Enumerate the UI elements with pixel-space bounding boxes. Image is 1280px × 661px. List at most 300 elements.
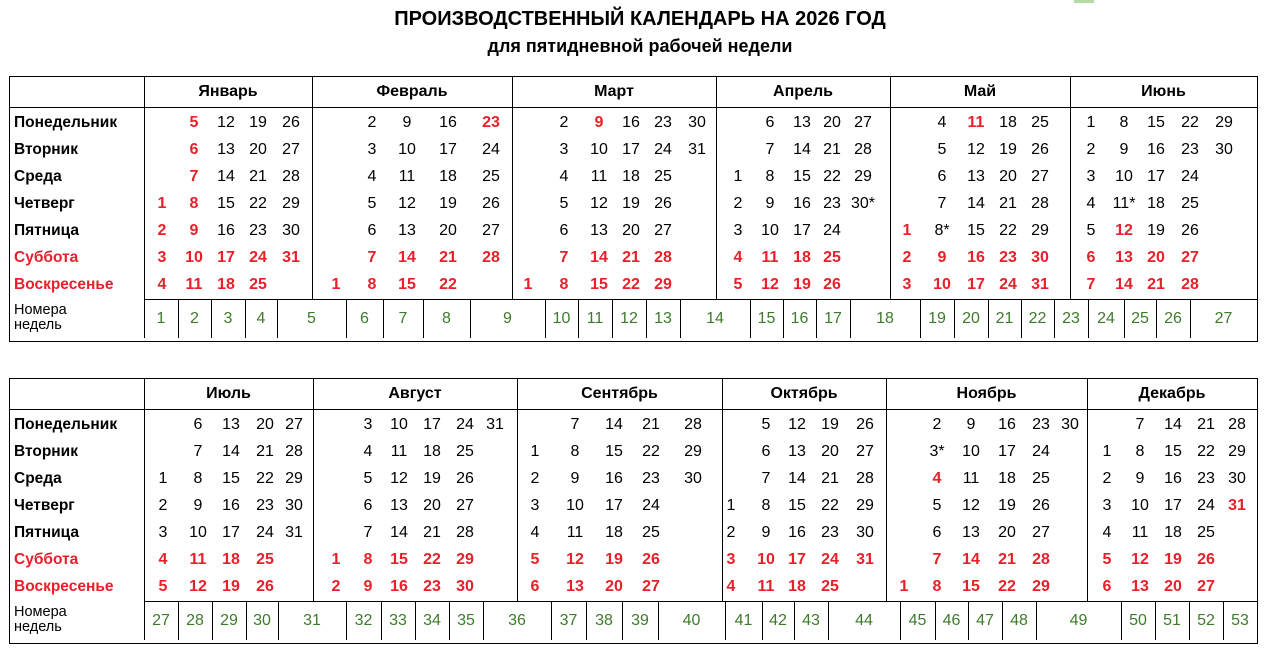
day-number: 25 — [821, 578, 839, 595]
week-cell-separator — [1124, 300, 1125, 338]
day-number: 6 — [932, 524, 942, 541]
day-number: 16 — [1164, 470, 1182, 487]
day-number: 10 — [566, 497, 584, 514]
day-number: 15 — [222, 470, 240, 487]
week-number: 35 — [457, 612, 475, 629]
day-number: 30 — [856, 524, 874, 541]
day-number: 26 — [1181, 222, 1199, 239]
week-number: 9 — [503, 310, 512, 327]
week-number: 23 — [1062, 310, 1080, 327]
day-number: 14 — [390, 524, 408, 541]
day-number: 27 — [285, 416, 303, 433]
day-number: 25 — [256, 551, 274, 568]
day-number: 26 — [282, 114, 300, 131]
day-number: 3 — [158, 524, 168, 541]
day-number: 14 — [793, 141, 811, 158]
week-cell-separator — [415, 602, 416, 640]
day-number: 22 — [821, 497, 839, 514]
day-number: 25 — [482, 168, 500, 185]
day-number: 20 — [622, 222, 640, 239]
day-number: 24 — [456, 416, 474, 433]
day-number: 28 — [456, 524, 474, 541]
day-number: 6 — [367, 222, 377, 239]
week-number: 4 — [256, 310, 266, 327]
day-number: 25 — [456, 443, 474, 460]
day-number: 17 — [1164, 497, 1182, 514]
day-number: 25 — [1197, 524, 1215, 541]
weekday-label: Понедельник — [14, 416, 118, 433]
day-number: 17 — [998, 443, 1016, 460]
day-number: 2 — [331, 578, 341, 595]
day-number: 8 — [932, 578, 942, 595]
day-number: 16 — [793, 195, 811, 212]
day-number: 17 — [622, 141, 640, 158]
week-number: 47 — [976, 612, 994, 629]
day-number: 12 — [566, 551, 584, 568]
day-number: 14 — [962, 551, 980, 568]
week-cell-separator — [1189, 602, 1190, 640]
day-number: 6 — [937, 168, 947, 185]
day-number: 31 — [856, 551, 874, 568]
day-number: 10 — [185, 249, 203, 266]
day-number: 23 — [423, 578, 441, 595]
day-number: 19 — [439, 195, 457, 212]
week-cell-separator — [1156, 300, 1157, 338]
day-number: 9 — [193, 497, 203, 514]
column-separator — [1087, 379, 1088, 601]
day-number: 29 — [1215, 114, 1233, 131]
day-number: 9 — [1119, 141, 1129, 158]
day-number: 11 — [761, 249, 779, 266]
day-number: 9 — [189, 222, 199, 239]
week-cell-separator — [346, 602, 347, 640]
day-number: 12 — [390, 470, 408, 487]
day-number: 8* — [934, 222, 950, 239]
day-number: 31 — [282, 249, 300, 266]
day-number: 25 — [1032, 470, 1050, 487]
week-cell-separator — [346, 300, 347, 338]
day-number: 17 — [1147, 168, 1165, 185]
day-number: 17 — [605, 497, 623, 514]
week-number: 8 — [442, 310, 451, 327]
day-number: 10 — [189, 524, 207, 541]
day-number: 2 — [367, 114, 377, 131]
weekday-label: Вторник — [14, 141, 78, 158]
day-number: 16 — [390, 578, 408, 595]
day-number: 28 — [285, 443, 303, 460]
day-number: 23 — [999, 249, 1017, 266]
day-number: 8 — [1119, 114, 1129, 131]
day-number: 27 — [642, 578, 660, 595]
week-cell-separator — [545, 300, 546, 338]
day-number: 12 — [1115, 222, 1133, 239]
day-number: 22 — [1181, 114, 1199, 131]
day-number: 29 — [654, 276, 672, 293]
column-separator — [716, 77, 717, 299]
week-numbers-label-line-1: Номера — [14, 604, 67, 620]
day-number: 30 — [1228, 470, 1246, 487]
day-number: 28 — [856, 470, 874, 487]
day-number: 30 — [285, 497, 303, 514]
week-number: 52 — [1197, 612, 1215, 629]
day-number: 27 — [856, 443, 874, 460]
day-number: 3 — [559, 141, 569, 158]
week-cell-separator — [1155, 602, 1156, 640]
day-number: 6 — [559, 222, 569, 239]
day-number: 11 — [590, 168, 608, 185]
day-number: 9 — [402, 114, 412, 131]
week-cell-separator — [968, 602, 969, 640]
day-number: 13 — [222, 416, 240, 433]
day-number: 14 — [788, 470, 806, 487]
week-number: 20 — [962, 310, 980, 327]
day-number: 21 — [1197, 416, 1215, 433]
day-number: 18 — [222, 551, 240, 568]
week-cell-separator — [178, 602, 179, 640]
day-number: 24 — [256, 524, 274, 541]
day-number: 28 — [684, 416, 702, 433]
day-number: 11 — [390, 443, 408, 460]
day-number: 30 — [1215, 141, 1233, 158]
day-number: 8 — [367, 276, 377, 293]
day-number: 20 — [1147, 249, 1165, 266]
week-cell-separator — [658, 602, 659, 640]
week-cell-separator — [578, 300, 579, 338]
day-number: 26 — [482, 195, 500, 212]
week-number: 31 — [303, 612, 321, 629]
day-number: 8 — [363, 551, 373, 568]
week-cell-separator — [850, 300, 851, 338]
week-number: 44 — [855, 612, 873, 629]
week-number: 27 — [1214, 310, 1233, 327]
week-cell-separator — [246, 602, 247, 640]
day-number: 19 — [222, 578, 240, 595]
day-number: 16 — [998, 416, 1016, 433]
weekday-label: Четверг — [14, 195, 75, 212]
day-number: 3 — [157, 249, 167, 266]
day-number: 26 — [256, 578, 274, 595]
week-cell-separator — [920, 300, 921, 338]
day-number: 5 — [1102, 551, 1112, 568]
week-cell-separator — [144, 602, 145, 640]
week-cell-separator — [828, 602, 829, 640]
day-number: 15 — [1164, 443, 1182, 460]
day-number: 24 — [654, 141, 672, 158]
day-number: 20 — [249, 141, 267, 158]
column-separator — [144, 379, 145, 601]
week-cell-separator — [725, 602, 726, 640]
day-number: 26 — [1032, 497, 1050, 514]
day-number: 17 — [423, 416, 441, 433]
day-number: 24 — [1032, 443, 1050, 460]
week-number: 21 — [995, 310, 1014, 327]
day-number: 21 — [999, 195, 1017, 212]
week-number: 51 — [1163, 612, 1181, 629]
day-number: 2 — [559, 114, 569, 131]
day-number: 3 — [902, 276, 912, 293]
week-cell-separator — [622, 602, 623, 640]
week-number: 45 — [908, 612, 927, 629]
day-number: 10 — [761, 222, 779, 239]
day-number: 28 — [282, 168, 300, 185]
week-number: 17 — [824, 310, 842, 327]
day-number: 7 — [1086, 276, 1096, 293]
week-cell-separator — [783, 300, 784, 338]
week-cell-separator — [211, 300, 212, 338]
week-cell-separator — [1021, 300, 1022, 338]
day-number: 3 — [1102, 497, 1112, 514]
day-number: 20 — [605, 578, 623, 595]
week-cell-separator — [988, 300, 989, 338]
day-number: 15 — [590, 276, 608, 293]
day-number: 7 — [363, 524, 373, 541]
day-number: 19 — [998, 497, 1016, 514]
day-number: 13 — [788, 443, 806, 460]
day-number: 2 — [726, 524, 736, 541]
day-number: 22 — [249, 195, 267, 212]
day-number: 26 — [642, 551, 660, 568]
day-number: 23 — [1181, 141, 1199, 158]
day-number: 11 — [398, 168, 416, 185]
day-number: 28 — [654, 249, 672, 266]
day-number: 5 — [932, 497, 942, 514]
day-number: 26 — [1197, 551, 1215, 568]
week-number: 14 — [706, 310, 724, 327]
day-number: 1 — [733, 168, 743, 185]
week-cell-separator — [1190, 300, 1191, 338]
day-number: 26 — [856, 416, 874, 433]
day-number: 2 — [530, 470, 540, 487]
day-number: 15 — [788, 497, 806, 514]
day-number: 9 — [1135, 470, 1145, 487]
week-cell-separator — [935, 602, 936, 640]
day-number: 25 — [1181, 195, 1199, 212]
day-number: 17 — [217, 249, 235, 266]
day-number: 4 — [937, 114, 947, 131]
day-number: 11* — [1112, 195, 1136, 212]
day-number: 13 — [217, 141, 235, 158]
weekday-label: Суббота — [14, 249, 79, 266]
day-number: 21 — [823, 141, 841, 158]
day-number: 18 — [622, 168, 640, 185]
day-number: 5 — [559, 195, 569, 212]
day-number: 11 — [189, 551, 207, 568]
day-number: 5 — [189, 114, 199, 131]
day-number: 3 — [363, 416, 373, 433]
day-number: 13 — [398, 222, 416, 239]
day-number: 27 — [854, 114, 872, 131]
column-separator — [1070, 77, 1071, 299]
day-number: 17 — [439, 141, 457, 158]
day-number: 13 — [1131, 578, 1149, 595]
day-number: 15 — [390, 551, 408, 568]
day-number: 1 — [902, 222, 912, 239]
day-number: 29 — [1031, 222, 1049, 239]
day-number: 10 — [1131, 497, 1149, 514]
day-number: 26 — [823, 276, 841, 293]
day-number: 2 — [902, 249, 912, 266]
week-number: 40 — [682, 612, 701, 629]
day-number: 28 — [1181, 276, 1199, 293]
day-number: 12 — [217, 114, 235, 131]
day-number: 13 — [590, 222, 608, 239]
day-number: 7 — [559, 249, 569, 266]
day-number: 29 — [684, 443, 702, 460]
weekday-label: Среда — [14, 470, 62, 487]
day-number: 4 — [932, 470, 942, 487]
week-number: 10 — [552, 310, 571, 327]
day-number: 13 — [793, 114, 811, 131]
week-cell-separator — [954, 300, 955, 338]
month-name: Сентябрь — [581, 385, 658, 402]
day-number: 7 — [193, 443, 203, 460]
day-number: 30* — [850, 195, 876, 212]
day-number: 8 — [1135, 443, 1145, 460]
day-number: 26 — [456, 470, 474, 487]
day-number: 24 — [999, 276, 1017, 293]
week-number: 38 — [595, 612, 613, 629]
column-separator — [886, 379, 887, 601]
day-number: 15 — [1147, 114, 1165, 131]
day-number: 2 — [1086, 141, 1096, 158]
day-number: 22 — [642, 443, 660, 460]
day-number: 21 — [998, 551, 1016, 568]
week-cell-separator — [816, 300, 817, 338]
day-number: 16 — [967, 249, 985, 266]
day-number: 1 — [726, 497, 736, 514]
day-number: 1 — [331, 551, 341, 568]
weekday-label: Понедельник — [14, 114, 118, 131]
day-number: 2 — [157, 222, 167, 239]
day-number: 4 — [733, 249, 743, 266]
month-name: Апрель — [773, 83, 833, 100]
column-separator — [313, 379, 314, 601]
day-number: 21 — [821, 470, 839, 487]
day-number: 12 — [788, 416, 806, 433]
week-cell-separator — [278, 602, 279, 640]
day-number: 23 — [1197, 470, 1215, 487]
day-number: 10 — [398, 141, 416, 158]
week-number: 13 — [654, 310, 672, 327]
week-cell-separator — [612, 300, 613, 338]
week-number: 39 — [631, 612, 649, 629]
week-cell-separator — [1036, 602, 1037, 640]
page-subtitle: для пятидневной рабочей недели — [487, 36, 793, 56]
day-number: 23 — [654, 114, 672, 131]
day-number: 20 — [821, 443, 839, 460]
day-number: 28 — [1032, 551, 1050, 568]
day-number: 20 — [1164, 578, 1182, 595]
day-number: 24 — [823, 222, 841, 239]
week-cell-separator — [1002, 602, 1003, 640]
day-number: 15 — [962, 578, 980, 595]
day-number: 7 — [937, 195, 947, 212]
day-number: 18 — [423, 443, 441, 460]
day-number: 11 — [967, 114, 985, 131]
day-number: 30 — [688, 114, 706, 131]
day-number: 9 — [761, 524, 771, 541]
day-number: 12 — [962, 497, 980, 514]
week-cell-separator — [551, 602, 552, 640]
day-number: 18 — [439, 168, 457, 185]
day-number: 9 — [765, 195, 775, 212]
day-number: 9 — [594, 114, 604, 131]
day-number: 31 — [1031, 276, 1049, 293]
day-number: 22 — [256, 470, 274, 487]
day-number: 4 — [157, 276, 167, 293]
day-number: 23 — [821, 524, 839, 541]
day-number: 8 — [570, 443, 580, 460]
day-number: 1 — [530, 443, 540, 460]
day-number: 13 — [390, 497, 408, 514]
day-number: 5 — [761, 416, 771, 433]
day-number: 19 — [821, 416, 839, 433]
day-number: 28 — [482, 249, 500, 266]
day-number: 27 — [654, 222, 672, 239]
week-number: 5 — [307, 310, 316, 327]
day-number: 30 — [1061, 416, 1079, 433]
week-number: 48 — [1010, 612, 1028, 629]
week-number: 50 — [1129, 612, 1147, 629]
day-number: 4 — [726, 578, 736, 595]
week-number: 32 — [354, 612, 373, 629]
day-number: 16 — [217, 222, 235, 239]
day-number: 10 — [757, 551, 775, 568]
week-number: 25 — [1131, 310, 1149, 327]
week-number: 3 — [223, 310, 233, 327]
day-number: 18 — [605, 524, 623, 541]
day-number: 25 — [654, 168, 672, 185]
day-number: 20 — [823, 114, 841, 131]
day-number: 24 — [821, 551, 839, 568]
column-separator — [312, 77, 313, 299]
day-number: 23 — [249, 222, 267, 239]
day-number: 21 — [1147, 276, 1165, 293]
day-number: 3 — [726, 551, 736, 568]
week-cell-separator — [245, 300, 246, 338]
day-number: 10 — [590, 141, 608, 158]
day-number: 6 — [765, 114, 775, 131]
day-number: 4 — [363, 443, 373, 460]
day-number: 19 — [249, 114, 267, 131]
week-number: 18 — [876, 310, 894, 327]
week-cell-separator — [1054, 300, 1055, 338]
week-number-row — [144, 299, 1257, 341]
day-number: 18 — [998, 470, 1016, 487]
day-number: 19 — [1147, 222, 1165, 239]
day-number: 2 — [158, 497, 168, 514]
day-number: 14 — [1115, 276, 1133, 293]
day-number: 7 — [932, 551, 942, 568]
day-number: 31 — [486, 416, 504, 433]
day-number: 23 — [256, 497, 274, 514]
month-name: Март — [594, 83, 634, 100]
month-name: Февраль — [376, 83, 448, 100]
day-number: 10 — [962, 443, 980, 460]
day-number: 21 — [439, 249, 457, 266]
week-number: 12 — [620, 310, 638, 327]
day-number: 14 — [967, 195, 985, 212]
day-number: 11 — [185, 276, 203, 293]
day-number: 18 — [217, 276, 235, 293]
week-number: 33 — [389, 612, 407, 629]
day-number: 3 — [733, 222, 743, 239]
day-number: 12 — [1131, 551, 1149, 568]
week-number: 7 — [398, 310, 408, 327]
day-number: 7 — [570, 416, 580, 433]
day-number: 11 — [1131, 524, 1149, 541]
week-number: 22 — [1028, 310, 1047, 327]
